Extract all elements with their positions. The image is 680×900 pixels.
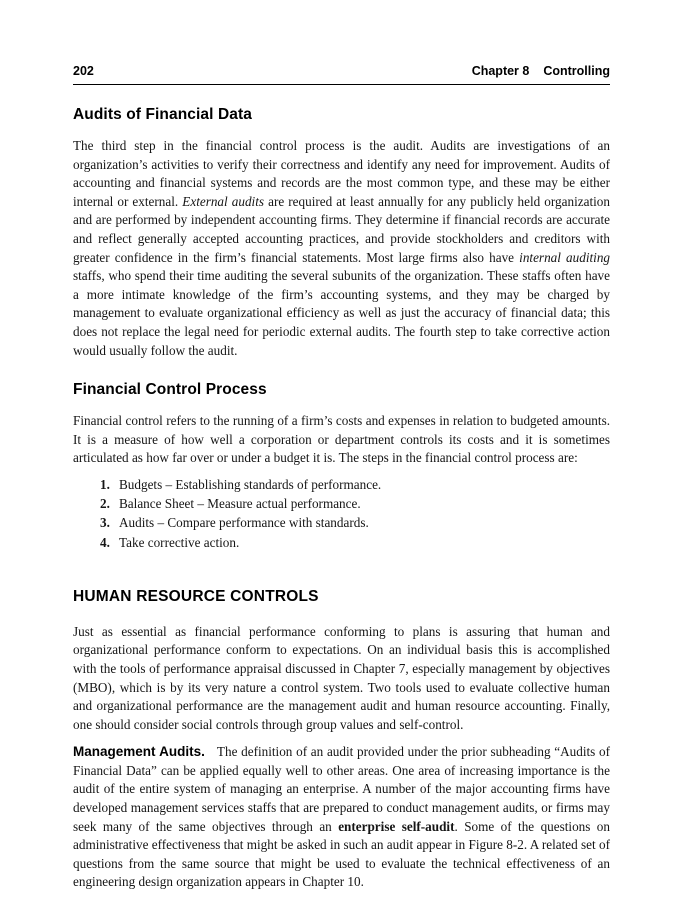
spacer: [73, 734, 610, 743]
page-number: 202: [73, 64, 94, 78]
text-segment: Just as essential as financial performance conforming to plans is assuring that human and organizational performance conform to expectations. On an individual basis this is accomplished with the tools of performance appraisal discussed in Chapter 7, especially management by objectives (MBO), which is by its very nature a control system. Two tools used to evaluate collective human and organizational performance are the management audit and human resource accounting. Finally, one should consider social controls through group values and self-control.: [73, 623, 610, 732]
running-header: [73, 64, 610, 84]
step-number: 2.: [100, 496, 110, 512]
steps-list: [100, 475, 610, 552]
running-head: [472, 64, 610, 78]
step-item: [100, 494, 610, 513]
step-text: Take corrective action.: [119, 534, 240, 550]
paragraph-financial-control: [73, 412, 610, 468]
step-item: [100, 475, 610, 494]
step-text: Audits – Compare performance with standards.: [119, 515, 369, 531]
heading-audits-of-financial-data: Audits of Financial Data: [73, 106, 252, 123]
chapter-title: Controlling: [543, 64, 610, 78]
step-number: 4.: [100, 534, 110, 550]
heading-financial-control-process: Financial Control Process: [73, 381, 267, 399]
step-number: 3.: [100, 515, 110, 531]
step-item: [100, 533, 610, 552]
paragraph-audits: [73, 137, 610, 360]
text-segment: The definition of an audit provided under the prior subheading “Audits of Financial Data” can be applied equally well to other areas. One area of increasing importance is the audit of the entire system of managing an enterprise. A number of the major accounting firms have developed management services staffs that are prepared to conduct management audits, or firms may seek many of the same objectives through an: [73, 744, 610, 834]
bold-enterprise-self-audit: enterprise self-audit: [338, 818, 455, 834]
text-segment: are required at least annually for any publicly held organization and are performed by independent accounting firms. They determine if financial records are accurate and reflect generally accepted accounting practices, and provide stockholders and creditors with greater confidence in the firm’s financial statements. Most large firms also have: [73, 193, 610, 265]
heading-human-resource-controls: HUMAN RESOURCE CONTROLS: [73, 587, 319, 605]
text-segment: Financial control refers to the running of a firm’s costs and expenses in relation to budgeted amounts. It is a measure of how well a corporation or department controls its costs and it is sometimes articulated as how far over or under a budget it is. The steps in the financial control process are:: [73, 413, 610, 466]
step-text: Balance Sheet – Measure actual performance.: [119, 496, 361, 512]
paragraph-hr-controls: [73, 623, 610, 735]
paragraph-management-audits: [73, 743, 610, 892]
step-number: 1.: [100, 476, 110, 492]
italic-internal-auditing: internal auditing: [519, 249, 611, 265]
header-rule: [73, 84, 610, 85]
text-segment: The third step in the financial control process is the audit. Audits are investigations of an organization’s activities to verify their correctness and identify any need for improvement. Audits of accounting and financial systems and records are the most common type, and these may be either internal or external.: [73, 138, 610, 209]
chapter-label: Chapter 8: [471, 64, 530, 78]
step-text: Budgets – Establishing standards of performance.: [119, 476, 382, 492]
italic-external-audits: External audits: [182, 193, 265, 209]
text-segment: staffs, who spend their time auditing the several subunits of the organization. These staffs often have a more intimate knowledge of the firm’s accounting systems, and they may be charged by management to evaluate organizational efficiency as well as just the accuracy of financial data; this does not replace the legal need for periodic external audits. The fourth step to take corrective action would usually follow the audit.: [73, 268, 610, 358]
step-item: [100, 513, 610, 532]
run-in-heading-management-audits: Management Audits.: [73, 744, 205, 760]
text-segment: . Some of the questions on administrative effectiveness that might be asked in such an audit appear in Figure 8-2. A related set of questions from the same source that might be used to evaluate the technical effectiveness of an engineering design organization appears in Chapter 10.: [73, 818, 610, 890]
